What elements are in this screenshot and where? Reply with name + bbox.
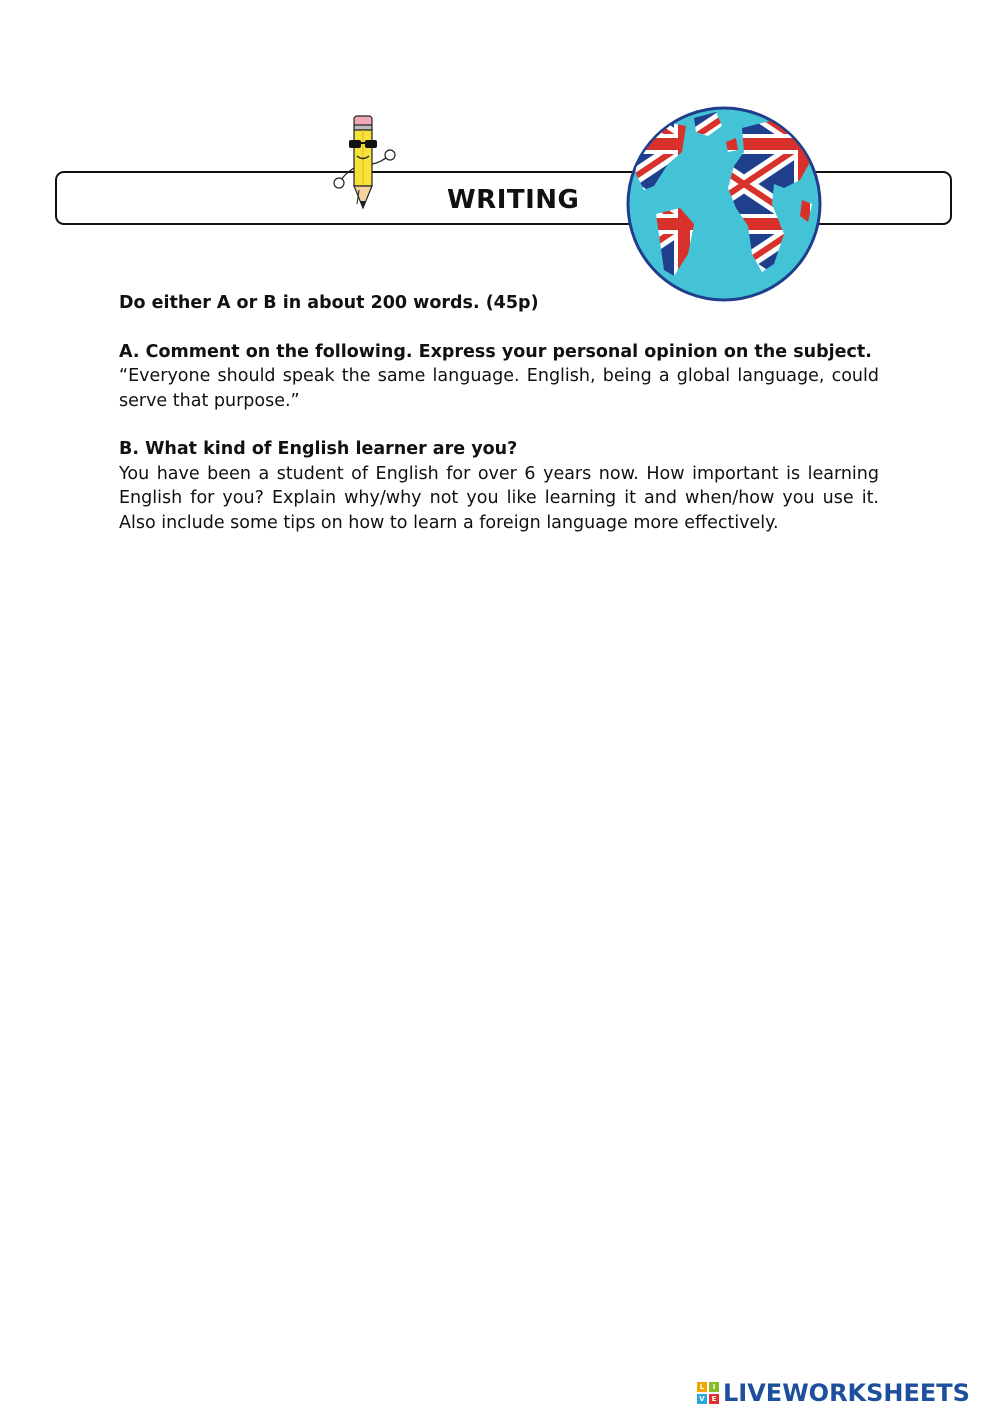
liveworksheets-logo <box>697 1379 970 1407</box>
page-title: WRITING <box>447 185 580 215</box>
task-b-heading: B. What kind of English learner are you? <box>119 439 518 459</box>
task-a-quote: “Everyone should speak the same language. English, being a global language, could serve that purpose.” <box>119 366 879 411</box>
globe-uk-flag-icon <box>624 104 824 304</box>
logo-squares-icon: L I V E <box>697 1382 719 1404</box>
logo-text: LIVEWORKSHEETS <box>723 1379 970 1407</box>
pencil-mascot-icon <box>326 112 400 216</box>
task-a-heading: A. Comment on the following. Express your personal opinion on the subject. <box>119 341 872 362</box>
worksheet-content <box>119 291 879 535</box>
task-b-body: You have been a student of English for over 6 years now. How important is learning English for you? Explain why/why not you like learning it and when/how you use it. Also include some tips on how to learn a foreign language more effectively. <box>119 463 879 533</box>
instructions: Do either A or B in about 200 words. (45p) <box>119 293 539 313</box>
